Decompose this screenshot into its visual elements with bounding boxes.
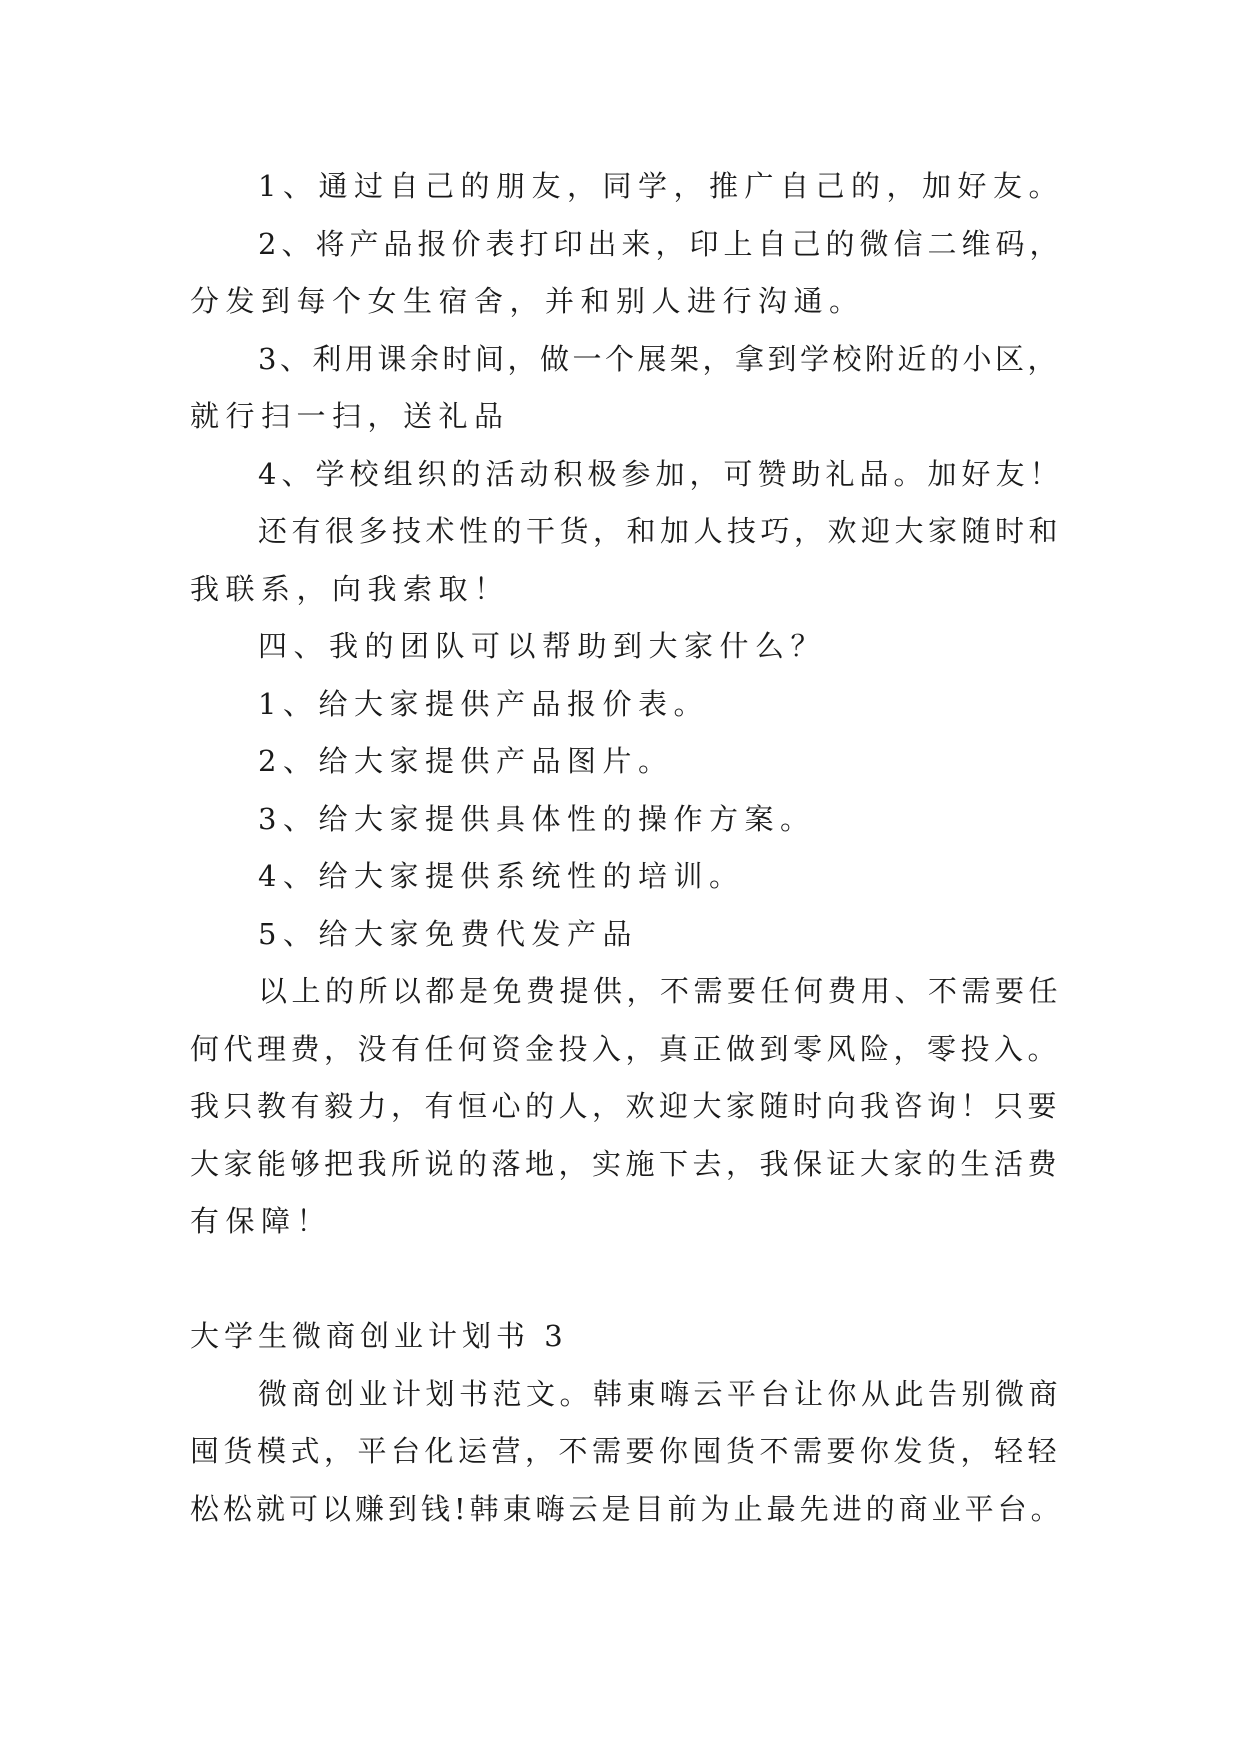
paragraph-line: 1、通过自己的朋友，同学，推广自己的，加好友。 xyxy=(258,169,1064,203)
paragraph-line: 还有很多技术性的干货，和加人技巧，欢迎大家随时和 xyxy=(258,514,1063,548)
list-item: 3、给大家提供具体性的操作方案。 xyxy=(258,802,816,836)
list-item: 1、给大家提供产品报价表。 xyxy=(258,687,709,721)
paragraph-line: 分发到每个女生宿舍，并和别人进行沟通。 xyxy=(190,284,865,318)
list-item: 5、给大家免费代发产品 xyxy=(258,917,638,951)
document-title: 大学生微商创业计划书 3 xyxy=(190,1319,568,1353)
paragraph-line: 2、将产品报价表打印出来，印上自己的微信二维码， xyxy=(258,227,1064,261)
paragraph-line: 以上的所以都是免费提供，不需要任何费用、不需要任 xyxy=(258,974,1063,1008)
paragraph-line: 就行扫一扫，送礼品 xyxy=(190,399,510,433)
paragraph-line: 微商创业计划书范文。韩東嗨云平台让你从此告别微商 xyxy=(258,1377,1063,1411)
paragraph-line: 我联系，向我索取！ xyxy=(190,572,510,606)
paragraph-line: 大家能够把我所说的落地，实施下去，我保证大家的生活费 xyxy=(190,1147,1062,1181)
paragraph-line: 有保障！ xyxy=(190,1204,333,1238)
list-item: 4、给大家提供系统性的培训。 xyxy=(258,859,745,893)
list-item: 2、给大家提供产品图片。 xyxy=(258,744,674,778)
paragraph-line: 3、利用课余时间，做一个展架，拿到学校附近的小区， xyxy=(258,342,1060,376)
paragraph-line: 我只教有毅力，有恒心的人，欢迎大家随时向我咨询！只要 xyxy=(190,1089,1062,1123)
paragraph-line: 囤货模式，平台化运营，不需要你囤货不需要你发货，轻轻 xyxy=(190,1434,1062,1468)
paragraph-line: 何代理费，没有任何资金投入，真正做到零风险，零投入。 xyxy=(190,1032,1062,1066)
paragraph-line: 4、学校组织的活动积极参加，可赞助礼品。加好友！ xyxy=(258,457,1064,491)
paragraph-line: 松松就可以赚到钱!韩東嗨云是目前为止最先进的商业平台。 xyxy=(190,1492,1064,1526)
section-heading: 四、我的团队可以帮助到大家什么？ xyxy=(258,629,827,663)
